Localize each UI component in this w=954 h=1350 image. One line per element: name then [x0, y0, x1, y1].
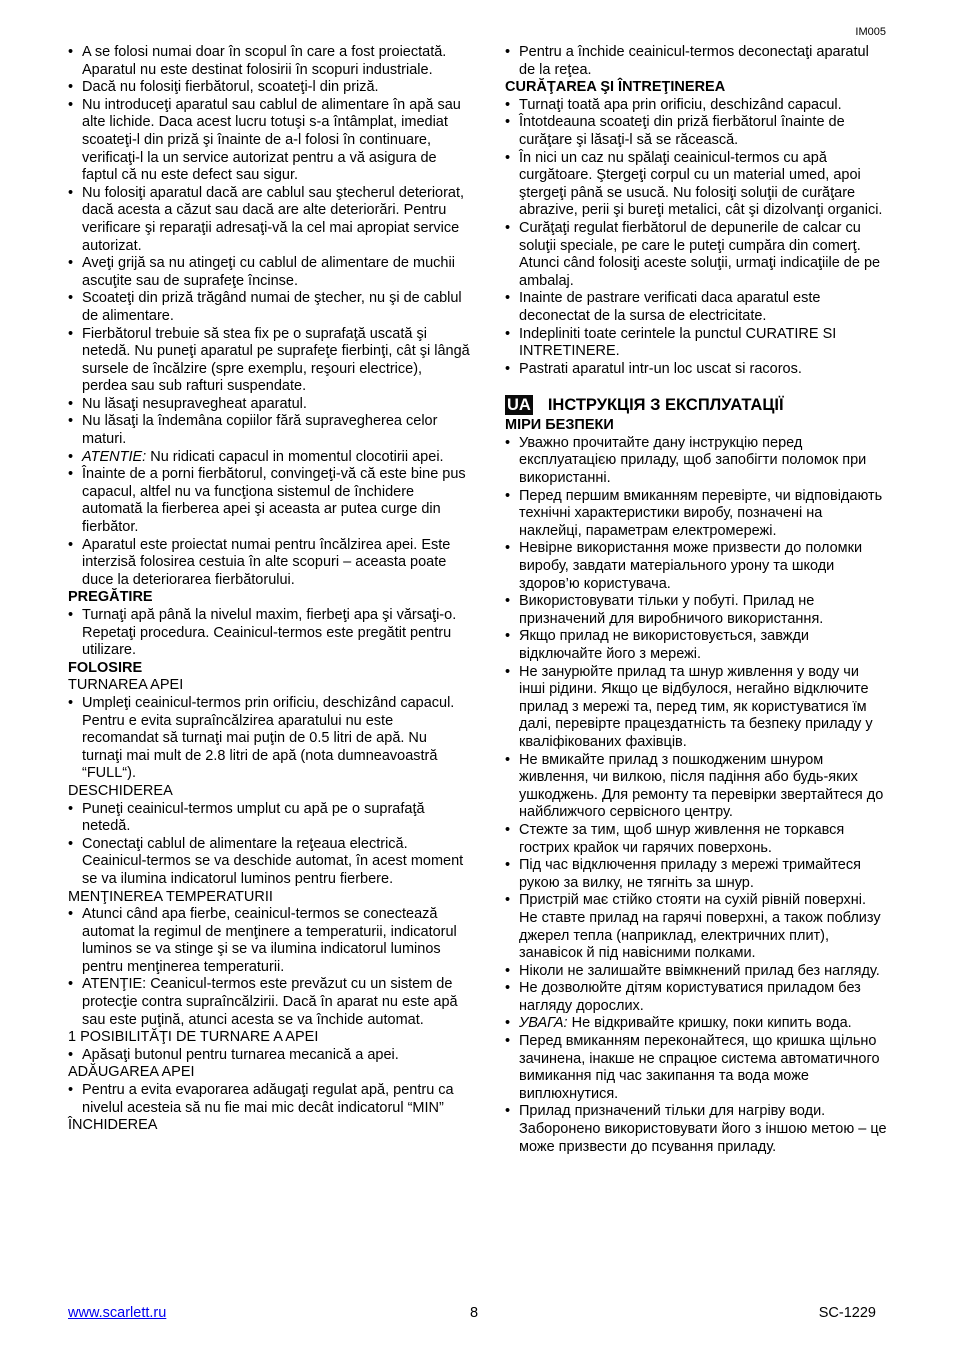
- list-item: • Conectaţi cablul de alimentare la reţeaua electrică. Ceainicul-termos se va deschide automat, în acest moment se va ilumina indicatorul luminos pentru fierbere.: [68, 836, 470, 889]
- list-item: • Pastrati aparatul intr-un loc uscat si racoros.: [505, 361, 888, 379]
- one-pour-list: [68, 1047, 470, 1065]
- list-item: • Aveţi grijă sa nu atingeţi cu cablul de alimentare de muchii ascuţite sau de suprafeţe încinse.: [68, 255, 470, 290]
- list-item: • Якщо прилад не використовується, завжди відключайте його з мережі.: [505, 628, 888, 663]
- list-item: • Indepliniti toate cerintele la punctul CURATIRE SI INTRETINERE.: [505, 326, 888, 361]
- list-item: • Scoateţi din priză trăgând numai de ştecher, nu şi de cablul de alimentare.: [68, 290, 470, 325]
- list-item: • Не дозволюйте дітям користуватися приладом без нагляду дорослих.: [505, 980, 888, 1015]
- list-item: • Turnaţi apă până la nivelul maxim, fierbeţi apa şi vărsaţi-o. Repetaţi procedura. Ceainicul-termos este pregătit pentru utilizare.: [68, 607, 470, 660]
- subheading-add-water: ADĂUGAREA APEI: [68, 1064, 195, 1081]
- list-item: • Atunci când apa fierbe, ceainicul-termos se conectează automat la regimul de menţinere a temperaturii, indicatorul luminos se va stinge şi se va ilumina indicatorul luminos pentru menţinerea temperaturii.: [68, 906, 470, 976]
- attention-item: [505, 1015, 888, 1033]
- subheading-close: ÎNCHIDEREA: [68, 1117, 158, 1134]
- list-item: • Використовувати тільки у побуті. Прилад не призначений для виробничого використання.: [505, 593, 888, 628]
- list-item: • ATENŢIE: Ceanicul-termos este prevăzut cu un sistem de protecţie contra supraîncălzirii. Dacă în aparat nu este apă sau este puţină, atunci acesta se va închide automat.: [68, 976, 470, 1029]
- list-item: • Pentru a închide ceainicul-termos deconectaţi aparatul de la reţea.: [505, 44, 888, 79]
- list-item: • Під час відключення приладу з мережі тримайтеся рукою за вилку, не тягніть за шнур.: [505, 857, 888, 892]
- list-item: • Pentru a evita evaporarea adăugaţi regulat apă, pentru ca nivelul acesteia să nu fie mai mic decât indicatorul “MIN”: [68, 1082, 470, 1117]
- subheading-keep-temp: MENŢINEREA TEMPERATURII: [68, 888, 273, 905]
- list-item: • Перед вмиканням переконайтеся, що кришка щільно зачинена, інакше не спрацюе система автоматичного вимикання під час закипання та вода може виплюхнутися.: [505, 1033, 888, 1103]
- ua-safety-list: [505, 435, 888, 1156]
- close-list: [505, 44, 888, 79]
- spacer: [505, 378, 888, 395]
- list-item: • Уважно прочитайте дану інструкцію перед експлуатацією приладу, щоб запобігти поломок при використанні.: [505, 435, 888, 488]
- cleaning-list: [505, 97, 888, 379]
- list-item: • Fierbătorul trebuie să stea fix pe o suprafaţă uscată şi netedă. Nu puneţi aparatul pe suprafeţe fierbinţi, cât şi lângă sursele de încălzire (spre exemplu, reşouri electrice), perdea sau sub rafturi suspendate.: [68, 326, 470, 396]
- list-item: • Turnaţi toată apa prin orificiu, deschizând capacul.: [505, 97, 888, 115]
- list-item: • Dacă nu folosiţi fierbătorul, scoateţi-l din priză.: [68, 79, 470, 97]
- ua-title-text: ІНСТРУКЦІЯ З ЕКСПЛУАТАЦІЇ: [547, 396, 784, 415]
- subheading-open: DESCHIDEREA: [68, 782, 173, 799]
- list-item: • Прилад призначений тільки для нагріву води. Заборонено використовувати його з іншою метою – це може призвести до псування приладу.: [505, 1103, 888, 1156]
- list-item: • Curăţaţi regulat fierbătorul de depunerile de calcar cu soluţii speciale, pe care le puteţi cumpăra din comerţ. Atunci când folosiţi aceste soluţii, urmaţi indicaţiile de pe ambalaj.: [505, 220, 888, 290]
- right-column: [505, 44, 888, 1156]
- keep-temp-list: [68, 906, 470, 1029]
- model-number: SC-1229: [818, 1305, 876, 1321]
- open-list: [68, 801, 470, 889]
- list-item: • Nu introduceţi aparatul sau cablul de alimentare în apă sau alte lichide. Daca acest lucru totuşi s-a întâmplat, imediat scoateţi-l din priză şi înainte de a-l folosi în continuare, verificaţi-l la un service autorizat pentru a vă asigura de faptul că nu este defect sau sigur.: [68, 97, 470, 185]
- website-link[interactable]: www.scarlett.ru: [68, 1305, 167, 1321]
- list-item: • Не занурюйте прилад та шнур живлення у воду чи інші рідини. Якщо це відбулося, негайно відключите прилад з мережі та, перед тим, як користуватися їм далі, перевірте працездатність та безпеку приладу у кваліфікованих фахівців.: [505, 664, 888, 752]
- section-heading-preparation: PREGĂTIRE: [68, 589, 153, 606]
- list-item: • Перед першим вмиканням перевірте, чи відповідають технічні характеристики виробу, позначені на наклейці, параметрам електромережі.: [505, 488, 888, 541]
- language-badge: UA: [507, 396, 531, 415]
- attention-label: УВАГА:: [519, 1015, 568, 1032]
- attention-item: [68, 449, 470, 467]
- safety-list: [68, 44, 470, 589]
- pour-list: [68, 695, 470, 783]
- list-item: • Aparatul este proiectat numai pentru încălzirea apei. Este interzisă folosirea cestuia în alte scopuri – aceasta poate duce la deteriorarea fierbătorului.: [68, 537, 470, 590]
- list-item: • Nu lăsaţi nesupravegheat aparatul.: [68, 396, 470, 414]
- list-item: • Стежте за тим, щоб шнур живлення не торкався гострих крайок чи гарячих поверхонь.: [505, 822, 888, 857]
- subheading-one-pour: 1 POSIBILITĂŢI DE TURNARE A APEI: [68, 1029, 319, 1046]
- preparation-list: [68, 607, 470, 660]
- list-item: • Umpleţi ceainicul-termos prin orificiu, deschizând capacul. Pentru e evita supraîncălzirea aparatului nu este recomandat să turnaţi mai puţin de 0.5 litri de apă. Nu turnaţi mai mult de 2.8 litri de apă (nota dumneavoastră “FULL“).: [68, 695, 470, 783]
- list-item: • Întotdeauna scoateţi din priză fierbătorul înainte de curăţare şi lăsaţi-l să se răcească.: [505, 114, 888, 149]
- list-item: • Невірне використання може призвести до поломки виробу, завдати матеріального урону та шкоди здоров’ю користувача.: [505, 540, 888, 593]
- left-column: [68, 44, 470, 1135]
- list-item: • Înainte de a porni fierbătorul, convingeţi-vă că este bine pus capacul, altfel nu va funcţiona sistemul de închidere automată la fierberea apei şi aceasta ar putea curge din fierbător.: [68, 466, 470, 536]
- document-code: IM005: [855, 26, 886, 38]
- list-item: • Не вмикайте прилад з пошкодженим шнуром живлення, чи вилкою, після падіння або будь-яких ушкоджень. Для ремонту та перевірки звертайтеся до найближчого сервісного центру.: [505, 752, 888, 822]
- ua-section-title: [505, 395, 888, 415]
- attention-text: Nu ridicati capacul in momentul clocotirii apei.: [146, 448, 444, 465]
- subheading-pour: TURNAREA APEI: [68, 677, 184, 694]
- add-water-list: [68, 1082, 470, 1117]
- section-heading-use: FOLOSIRE: [68, 659, 143, 676]
- list-item: • Пристрій має стійко стояти на сухій рівній поверхні. Не ставте прилад на гарячі поверхні, а також поблизу джерел тепла (наприклад, електричних плит), занавісок й під навісними полками.: [505, 892, 888, 962]
- attention-text: Не відкривайте кришку, поки кипить вода.: [567, 1015, 852, 1032]
- list-item: • Nu folosiţi aparatul dacă are cablul sau ştecherul deteriorat, dacă acesta a căzut sau dacă are alte deteriorări. Pentru verificare şi reparaţii adresaţi-vă la cel mai apropiat service autorizat.: [68, 185, 470, 255]
- section-heading-cleaning: CURĂŢAREA ŞI ÎNTREŢINEREA: [505, 79, 726, 96]
- attention-label: ATENTIE:: [82, 448, 147, 465]
- list-item: • Puneţi ceainicul-termos umplut cu apă pe o suprafaţă netedă.: [68, 801, 470, 836]
- section-heading-ua-safety: МІРИ БЕЗПЕКИ: [505, 417, 614, 434]
- list-item: • Apăsaţi butonul pentru turnarea mecanică a apei.: [68, 1047, 470, 1065]
- list-item: • Nu lăsaţi la îndemâna copiilor fără supravegherea celor maturi.: [68, 413, 470, 448]
- list-item: • Ніколи не залишайте ввімкнений прилад без нагляду.: [505, 963, 888, 981]
- page-number: 8: [470, 1305, 479, 1321]
- list-item: • Inainte de pastrare verificati daca aparatul este deconectat de la sursa de electricitate.: [505, 290, 888, 325]
- list-item: • În nici un caz nu spălaţi ceainicul-termos cu apă curgătoare. Ştergeţi corpul cu un material umed, apoi ştergeţi până se usucă. Nu folosiţi soluţii de curăţare abrazive, perii şi bureţi metalici, cât şi dizolvanţi organici.: [505, 150, 888, 220]
- list-item: • A se folosi numai doar în scopul în care a fost proiectată. Aparatul nu este destinat folosirii în scopuri industriale.: [68, 44, 470, 79]
